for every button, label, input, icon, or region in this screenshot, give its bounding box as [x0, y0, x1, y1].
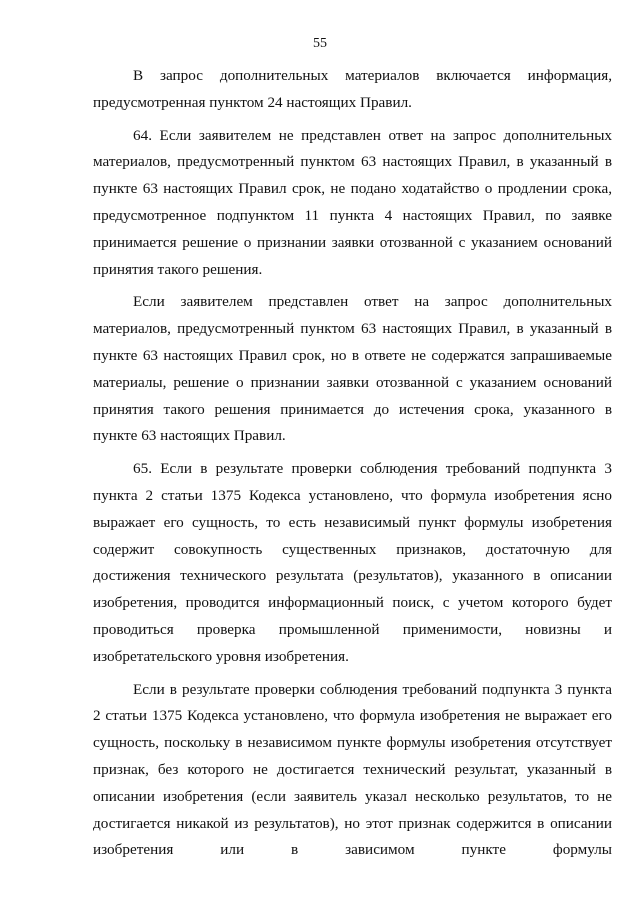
document-body	[93, 63, 612, 870]
page-number: 55	[313, 36, 327, 51]
paragraph-5: Если в результате проверки соблюдения требований подпункта 3 пункта 2 статьи 1375 Кодекса установлено, что формула изобретения не выражает его сущность, поскольку в независимом пункте формулы изобретения отсутствует признак, без которого не достигается технический результат, указанный в описании изобретения (если заявитель указал несколько результатов, то не достигается никакой из результатов), но этот признак содержится в описании изобретения или в зависимом пункте формулы	[93, 680, 612, 859]
paragraph-1: В запрос дополнительных материалов включается информация, предусмотренная пунктом 24 настоящих Правил.	[93, 67, 612, 111]
paragraph-4: 65. Если в результате проверки соблюдения требований подпункта 3 пункта 2 статьи 1375 Кодекса установлено, что формула изобретения ясно выражает его сущность, то есть независимый пункт формулы изобретения содержит совокупность существенных признаков, достаточную для достижения технического результата (результатов), указанного в описании изобретения, проводится информационный поиск, с учетом которого будет проводиться проверка промышленной применимости, новизны и изобретательского уровня изобретения.	[93, 460, 612, 665]
paragraph-2: 64. Если заявителем не представлен ответ на запрос дополнительных материалов, предусмотренный пунктом 63 настоящих Правил, в указанный в пункте 63 настоящих Правил срок, не подано ходатайство о продлении срока, предусмотренное подпунктом 11 пункта 4 настоящих Правил, по заявке принимается решение о признании заявки отозванной с указанием оснований принятия такого решения.	[93, 126, 612, 278]
paragraph-3: Если заявителем представлен ответ на запрос дополнительных материалов, предусмотренный пунктом 63 настоящих Правил, в указанный в пункте 63 настоящих Правил срок, но в ответе не содержатся запрашиваемые материалы, решение о признании заявки отозванной с указанием оснований принятия такого решения принимается до истечения срока, указанного в пункте 63 настоящих Правил.	[93, 293, 612, 445]
